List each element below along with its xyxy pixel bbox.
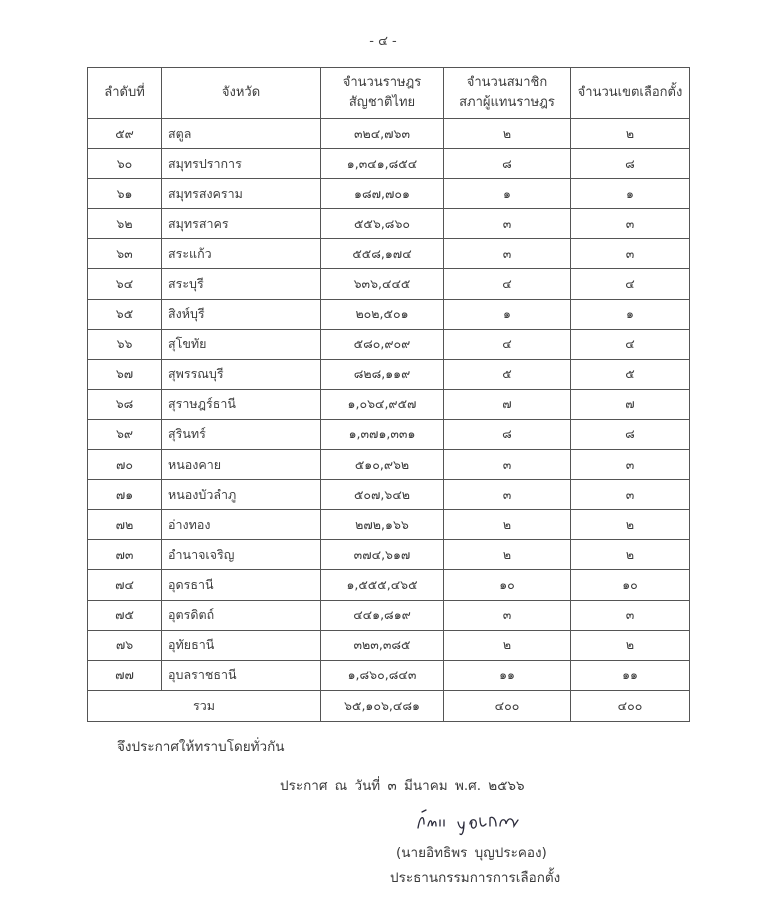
row-order: ๖๑ — [88, 179, 162, 209]
table-row — [88, 660, 690, 690]
table-row — [88, 359, 690, 389]
row-order: ๗๔ — [88, 570, 162, 600]
row-province: สุพรรณบุรี — [162, 359, 321, 389]
row-members: ๘ — [444, 149, 571, 179]
row-districts: ๗ — [571, 389, 690, 419]
row-population: ๑๘๗,๗๐๑ — [321, 179, 444, 209]
row-order: ๖๙ — [88, 419, 162, 449]
row-members: ๑๐ — [444, 570, 571, 600]
table-row — [88, 540, 690, 570]
header-province: จังหวัด — [162, 68, 321, 119]
row-population: ๕๐๗,๖๔๒ — [321, 480, 444, 510]
row-members: ๒ — [444, 540, 571, 570]
header-members-line2: สภาผู้แทนราษฎร — [459, 95, 555, 110]
row-province: สุราษฎร์ธานี — [162, 389, 321, 419]
row-province: อำนาจเจริญ — [162, 540, 321, 570]
row-order: ๗๑ — [88, 480, 162, 510]
header-members — [444, 68, 571, 119]
row-members: ๒ — [444, 119, 571, 149]
row-districts: ๒ — [571, 119, 690, 149]
row-members: ๒ — [444, 630, 571, 660]
row-districts: ๓ — [571, 209, 690, 239]
table-row — [88, 570, 690, 600]
table-row — [88, 329, 690, 359]
row-members: ๕ — [444, 359, 571, 389]
row-order: ๕๙ — [88, 119, 162, 149]
table-row — [88, 179, 690, 209]
row-population: ๕๘๐,๙๐๙ — [321, 329, 444, 359]
header-members-line1: จำนวนสมาชิก — [466, 75, 548, 90]
header-population-line1: จำนวนราษฎร — [342, 75, 422, 90]
row-province: สิงห์บุรี — [162, 299, 321, 329]
row-province: สมุทรปราการ — [162, 149, 321, 179]
row-members: ๓ — [444, 480, 571, 510]
row-population: ๓๒๓,๓๘๕ — [321, 630, 444, 660]
table-row — [88, 209, 690, 239]
row-population: ๒๐๒,๕๐๑ — [321, 299, 444, 329]
row-population: ๑,๕๕๕,๔๖๕ — [321, 570, 444, 600]
table-row — [88, 299, 690, 329]
table-row — [88, 510, 690, 540]
row-province: อ่างทอง — [162, 510, 321, 540]
total-districts: ๔๐๐ — [571, 690, 690, 721]
row-members: ๑ — [444, 299, 571, 329]
header-population — [321, 68, 444, 119]
table-row — [88, 419, 690, 449]
row-population: ๕๕๖,๘๖๐ — [321, 209, 444, 239]
row-order: ๗๐ — [88, 450, 162, 480]
row-province: สุโขทัย — [162, 329, 321, 359]
row-members: ๓ — [444, 600, 571, 630]
row-province: หนองบัวลำภู — [162, 480, 321, 510]
table-row — [88, 389, 690, 419]
row-members: ๘ — [444, 419, 571, 449]
row-province: อุตรดิตถ์ — [162, 600, 321, 630]
row-population: ๘๒๘,๑๑๙ — [321, 359, 444, 389]
row-members: ๑ — [444, 179, 571, 209]
row-population: ๑,๘๖๐,๘๔๓ — [321, 660, 444, 690]
header-population-line2: สัญชาติไทย — [348, 95, 416, 110]
row-order: ๖๔ — [88, 269, 162, 299]
row-population: ๓๗๔,๖๑๗ — [321, 540, 444, 570]
total-label: รวม — [88, 690, 321, 721]
row-districts: ๔ — [571, 269, 690, 299]
row-districts: ๑ — [571, 299, 690, 329]
row-population: ๕๕๘,๑๗๔ — [321, 239, 444, 269]
row-province: อุบลราชธานี — [162, 660, 321, 690]
row-province: อุทัยธานี — [162, 630, 321, 660]
total-row — [88, 690, 690, 721]
signer-name: (นายอิทธิพร บุญประคอง) — [396, 845, 547, 861]
row-districts: ๓ — [571, 450, 690, 480]
row-order: ๗๕ — [88, 600, 162, 630]
table-row — [88, 119, 690, 149]
row-members: ๑๑ — [444, 660, 571, 690]
row-order: ๖๘ — [88, 389, 162, 419]
row-members: ๔ — [444, 269, 571, 299]
row-province: สระแก้ว — [162, 239, 321, 269]
row-members: ๓ — [444, 239, 571, 269]
row-population: ๑,๓๗๑,๓๓๑ — [321, 419, 444, 449]
row-order: ๖๗ — [88, 359, 162, 389]
table-row — [88, 600, 690, 630]
row-population: ๑,๓๔๑,๘๕๔ — [321, 149, 444, 179]
row-province: สตูล — [162, 119, 321, 149]
signature — [410, 806, 550, 836]
row-members: ๓ — [444, 450, 571, 480]
row-order: ๗๓ — [88, 540, 162, 570]
row-order: ๖๓ — [88, 239, 162, 269]
row-order: ๗๒ — [88, 510, 162, 540]
row-province: สุรินทร์ — [162, 419, 321, 449]
row-order: ๖๐ — [88, 149, 162, 179]
signer-title: ประธานกรรมการการเลือกตั้ง — [390, 870, 561, 886]
total-population: ๖๕,๑๐๖,๔๘๑ — [321, 690, 444, 721]
header-order: ลำดับที่ — [88, 68, 162, 119]
row-province: หนองคาย — [162, 450, 321, 480]
row-districts: ๕ — [571, 359, 690, 389]
table-row — [88, 480, 690, 510]
row-population: ๓๒๔,๗๖๓ — [321, 119, 444, 149]
row-members: ๓ — [444, 209, 571, 239]
page-number: - ๔ - — [369, 34, 397, 49]
table-row — [88, 450, 690, 480]
row-members: ๗ — [444, 389, 571, 419]
row-districts: ๒ — [571, 630, 690, 660]
row-districts: ๔ — [571, 329, 690, 359]
row-members: ๒ — [444, 510, 571, 540]
row-members: ๔ — [444, 329, 571, 359]
row-districts: ๒ — [571, 540, 690, 570]
row-population: ๕๑๐,๙๖๒ — [321, 450, 444, 480]
row-districts: ๓ — [571, 600, 690, 630]
row-districts: ๑๑ — [571, 660, 690, 690]
row-districts: ๘ — [571, 149, 690, 179]
table-row — [88, 239, 690, 269]
row-districts: ๓ — [571, 480, 690, 510]
table-header-row — [88, 68, 690, 119]
row-order: ๖๒ — [88, 209, 162, 239]
row-districts: ๑๐ — [571, 570, 690, 600]
constituency-table — [87, 67, 690, 722]
header-districts: จำนวนเขตเลือกตั้ง — [571, 68, 690, 119]
row-population: ๔๔๑,๘๑๙ — [321, 600, 444, 630]
row-province: สมุทรสาคร — [162, 209, 321, 239]
row-population: ๒๗๒,๑๖๖ — [321, 510, 444, 540]
row-province: สมุทรสงคราม — [162, 179, 321, 209]
announcement-text: จึงประกาศให้ทราบโดยทั่วกัน — [117, 739, 285, 755]
row-order: ๗๗ — [88, 660, 162, 690]
row-population: ๑,๐๖๔,๙๕๗ — [321, 389, 444, 419]
total-members: ๔๐๐ — [444, 690, 571, 721]
table-row — [88, 149, 690, 179]
table-row — [88, 269, 690, 299]
row-districts: ๘ — [571, 419, 690, 449]
row-districts: ๑ — [571, 179, 690, 209]
row-population: ๖๓๖,๔๔๕ — [321, 269, 444, 299]
row-order: ๖๕ — [88, 299, 162, 329]
announcement-date: ประกาศ ณ วันที่ ๓ มีนาคม พ.ศ. ๒๕๖๖ — [280, 778, 525, 794]
row-province: อุดรธานี — [162, 570, 321, 600]
row-districts: ๓ — [571, 239, 690, 269]
table-row — [88, 630, 690, 660]
row-districts: ๒ — [571, 510, 690, 540]
row-order: ๖๖ — [88, 329, 162, 359]
row-order: ๗๖ — [88, 630, 162, 660]
row-province: สระบุรี — [162, 269, 321, 299]
